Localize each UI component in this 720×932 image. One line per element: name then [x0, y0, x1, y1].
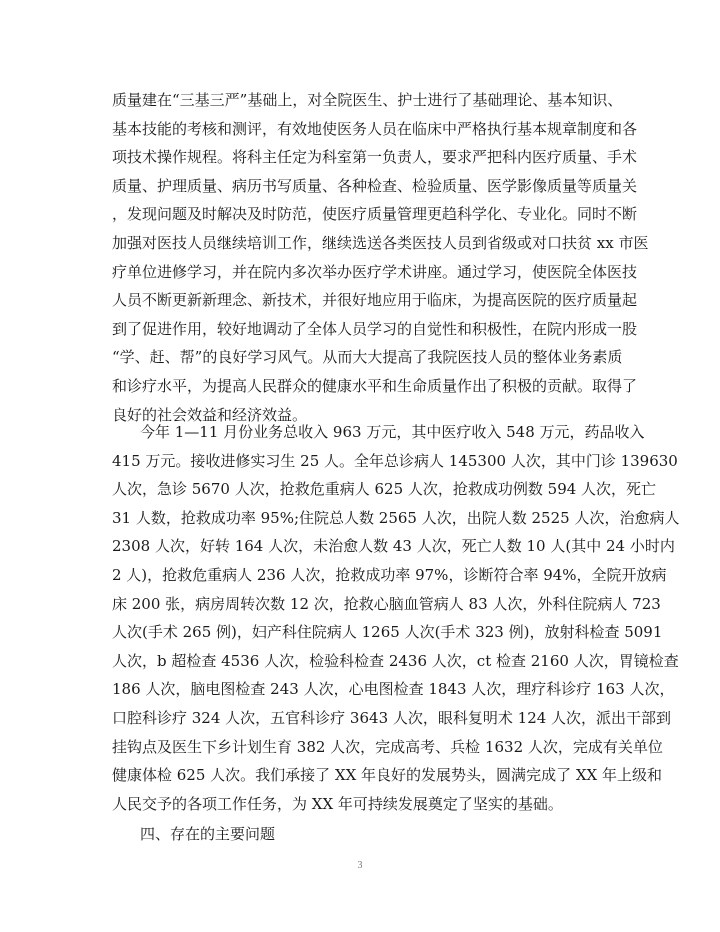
paragraph-line: 质量建在“三基三严”基础上，对全院医生、护士进行了基础理论、基本知识、: [112, 91, 623, 109]
paragraph-line: 基本技能的考核和测评，有效地使医务人员在临床中严格执行基本规章制度和各: [112, 119, 638, 138]
paragraph-line: 人民交予的各项工作任务，为 XX 年可持续发展奠定了坚实的基础。: [112, 794, 563, 813]
paragraph-line: 31 人数，抢救成功率 95%;住院总人数 2565 人次，出院人数 2525 人次，治愈病人: [112, 508, 680, 527]
paragraph-line: 415 万元。接收进修实习生 25 人。全年总诊病人 145300 人次，其中门诊 139630: [112, 451, 678, 470]
paragraph-line: 2 人)，抢救危重病人 236 人次，抢救成功率 97%，诊断符合率 94%，全院开放病: [112, 566, 667, 584]
paragraph-line: 人次，b 超检查 4536 人次，检验科检查 2436 人次，ct 检查 2160 人次，胃镜检查: [112, 651, 679, 670]
page-number: 3: [357, 860, 363, 871]
paragraph-line: 健康体检 625 人次。我们承接了 XX 年良好的发展势头，圆满完成了 XX 年上级和: [112, 766, 662, 785]
paragraph-line: 今年 1—11 月份业务总收入 963 万元，其中医疗收入 548 万元，药品收入: [140, 423, 645, 441]
paragraph-line: 床 200 张，病房周转次数 12 次，抢救心脑血管病人 83 人次，外科住院病人 723: [112, 594, 661, 613]
paragraph-line: 和诊疗水平，为提高人民群众的健康水平和生命质量作出了积极的贡献。取得了: [112, 377, 638, 395]
paragraph-line: 2308 人次，好转 164 人次，未治愈人数 43 人次，死亡人数 10 人(其中 24 小时内: [112, 537, 675, 556]
paragraph-line: 人次，急诊 5670 人次，抢救危重病人 625 人次，抢救成功例数 594 人次，死亡: [112, 480, 657, 499]
paragraph-line: ，发现问题及时解决及时防范，使医疗质量管理更趋科学化、专业化。同时不断: [112, 205, 638, 224]
paragraph-line: 口腔科诊疗 324 人次，五官科诊疗 3643 人次，眼科复明术 124 人次，派出干部到: [112, 709, 672, 727]
paragraph-line: “学、赶、帮”的良好学习风气。从而大大提高了我院医技人员的整体业务素质: [112, 348, 623, 367]
paragraph-line: 项技术操作规程。将科主任定为科室第一负责人，要求严把科内医疗质量、手术: [112, 148, 638, 167]
paragraph-line: 人员不断更新新理念、新技术，并很好地应用于临床，为提高医院的医疗质量起: [112, 291, 638, 310]
paragraph-line: 质量、护理质量、病历书写质量、各种检查、检验质量、医学影像质量等质量关: [112, 176, 638, 195]
paragraph-line: 人次(手术 265 例)，妇产科住院病人 1265 人次(手术 323 例)，放射科检查 5091: [112, 623, 663, 642]
paragraph-line: 186 人次，脑电图检查 243 人次，心电图检查 1843 人次，理疗科诊疗 163 人次，: [112, 680, 675, 699]
paragraph-line: 良好的社会效益和经济效益。: [112, 405, 308, 424]
paragraph-line: 挂钩点及医生下乡计划生育 382 人次，完成高考、兵检 1632 人次，完成有关单位: [112, 737, 663, 756]
paragraph-line: 加强对医技人员继续培训工作，继续选送各类医技人员到省级或对口扶贫 xx 市医: [112, 234, 649, 252]
section-heading: 四、存在的主要问题: [140, 825, 276, 844]
paragraph-line: 疗单位进修学习，并在院内多次举办医疗学术讲座。通过学习，使医院全体医技: [112, 262, 638, 281]
paragraph-line: 到了促进作用，较好地调动了全体人员学习的自觉性和积极性，在院内形成一股: [112, 319, 638, 338]
